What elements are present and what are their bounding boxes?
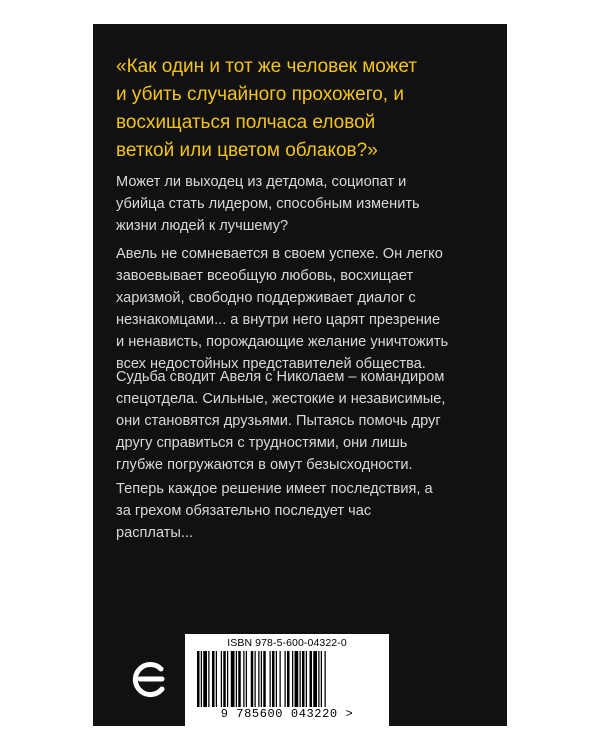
- paragraph-line: за грехом обязательно последует час: [116, 503, 372, 519]
- barcode-bar: [300, 651, 301, 707]
- barcode-bar: [263, 651, 266, 707]
- quote-line: веткой или цветом облаков?»: [116, 140, 378, 161]
- barcode-bar: [216, 651, 217, 707]
- barcode-bar: [221, 651, 222, 707]
- paragraph-line: и ненависть, порождающие желание уничтожить: [116, 334, 449, 350]
- barcode-bar: [306, 651, 307, 707]
- barcode-bar: [295, 651, 299, 707]
- paragraph-line: Судьба сводит Авеля с Николаем – командиром: [116, 369, 445, 385]
- barcode-bar: [325, 651, 326, 707]
- barcode-bar: [270, 651, 271, 707]
- barcode-bar: [258, 651, 259, 707]
- description-paragraph-3: [116, 366, 491, 476]
- book-back-cover: [93, 24, 507, 726]
- barcode-bar: [208, 651, 209, 707]
- paragraph-line: Авель не сомневается в своем успехе. Он легко: [116, 246, 443, 262]
- barcode-bar: [236, 651, 237, 707]
- barcode-bar: [227, 651, 228, 707]
- quote-line: «Как один и тот же человек может: [116, 56, 417, 77]
- paragraph-line: другу справиться с трудностями, они лишь: [116, 435, 408, 451]
- paragraph-line: они становятся друзьями. Пытаясь помочь друг: [116, 413, 441, 429]
- barcode-bar: [310, 651, 313, 707]
- paragraph-line: Теперь каждое решение имеет последствия, а: [116, 481, 433, 497]
- barcode-bar: [287, 651, 290, 707]
- paragraph-line: жизни людей к лучшему?: [116, 218, 289, 234]
- barcode-bar: [318, 651, 319, 707]
- cover-quote: [116, 53, 491, 165]
- barcode-bar: [272, 651, 275, 707]
- description-paragraph-4: [116, 478, 491, 544]
- barcode-bar: [285, 651, 286, 707]
- paragraph-line: расплаты...: [116, 525, 194, 541]
- paragraph-line: убийца стать лидером, способным изменить: [116, 196, 420, 212]
- barcode-bar: [212, 651, 215, 707]
- paragraph-line: харизмой, свободно поддерживает диалог с: [116, 290, 416, 306]
- barcode-bar: [238, 651, 241, 707]
- paragraph-line: Может ли выходец из детдома, социопат и: [116, 174, 407, 190]
- barcode-bar: [243, 651, 244, 707]
- barcode-bar: [302, 651, 305, 707]
- barcode-bar: [223, 651, 226, 707]
- barcode-bars: [195, 651, 379, 707]
- isbn-label: ISBN 978-5-600-04322-0: [227, 637, 347, 649]
- barcode-bar: [321, 651, 322, 707]
- barcode-bar: [313, 651, 317, 707]
- paragraph-line: незнакомцами... а внутри него царят презрение: [116, 312, 441, 328]
- barcode-digits: 9 785600 043220 >: [220, 707, 354, 721]
- description-paragraph-2: [116, 243, 491, 375]
- barcode-bar: [203, 651, 207, 707]
- quote-line: восхищаться полчаса еловой: [116, 112, 376, 133]
- description-paragraph-1: [116, 171, 491, 237]
- paragraph-line: всех недостойных представителей общества.: [116, 356, 426, 372]
- paragraph-line: глубже погружаются в омут безысходности.: [116, 457, 413, 473]
- barcode-bar: [201, 651, 202, 707]
- barcode-bar: [251, 651, 254, 707]
- barcode-bar: [292, 651, 293, 707]
- barcode-bar: [197, 651, 200, 707]
- paragraph-line: завоевывает всеобщую любовь, восхищает: [116, 268, 414, 284]
- barcode-bar: [261, 651, 262, 707]
- barcode-bar: [280, 651, 281, 707]
- barcode-panel: [185, 634, 389, 726]
- barcode-bar: [255, 651, 256, 707]
- barcode-bar: [246, 651, 247, 707]
- barcode-bar: [231, 651, 235, 707]
- quote-line: и убить случайного прохожего, и: [116, 84, 404, 105]
- barcode-bar: [276, 651, 277, 707]
- paragraph-line: спецотдела. Сильные, жестокие и независимые,: [116, 391, 446, 407]
- publisher-e-logo-icon: [131, 660, 167, 698]
